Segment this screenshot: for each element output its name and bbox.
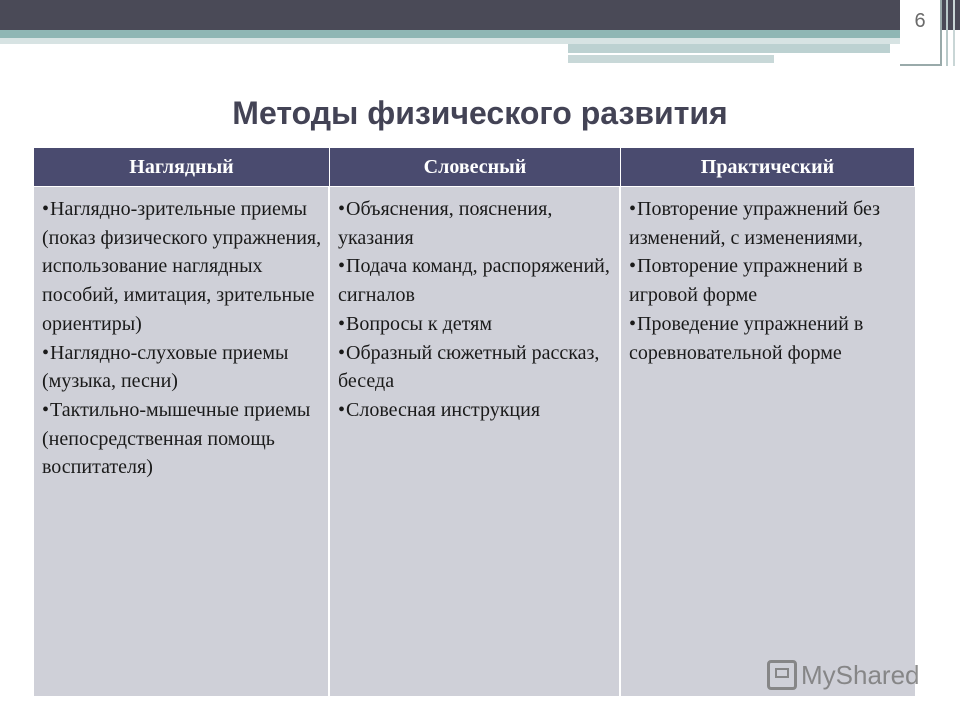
page-number: 6 [914,10,926,32]
list-item: • Объяснения, пояснения, указания [338,195,613,252]
header-practical: Практический [621,148,915,187]
decor-line [946,0,948,66]
decor-stripe [568,44,890,53]
watermark-text: MyShared [801,659,920,690]
column-verbal [330,187,621,696]
methods-table [34,148,915,696]
list-item: • Наглядно-слуховые приемы (музыка, песни) [42,339,322,396]
list-item: • Подача команд, распоряжений, сигналов [338,252,613,309]
decor-stripe [0,30,940,38]
column-practical [621,187,915,696]
list-item: • Тактильно-мышечные приемы (непосредственная помощь воспитателя) [42,396,322,482]
list-item: • Проведение упражнений в соревновательной форме [629,310,909,367]
watermark [767,655,920,695]
list-item: • Повторение упражнений в игровой форме [629,252,909,309]
decor-stripe [568,55,774,63]
list-item: • Вопросы к детям [338,310,613,339]
list-item: • Наглядно-зрительные приемы (показ физического упражнения, использование наглядных пособий, имитация, зрительные ориентиры) [42,195,322,339]
top-bar [0,0,960,30]
column-visual [34,187,330,696]
slide-title: Методы физического развития [232,95,728,131]
list-item: • Словесная инструкция [338,396,613,425]
header-visual: Наглядный [34,148,330,187]
list-item: • Образный сюжетный рассказ, беседа [338,339,613,396]
header-verbal: Словесный [330,148,621,187]
decor-line [953,0,955,66]
presentation-board-icon [767,660,797,690]
list-item: • Повторение упражнений без изменений, с изменениями, [629,195,909,252]
